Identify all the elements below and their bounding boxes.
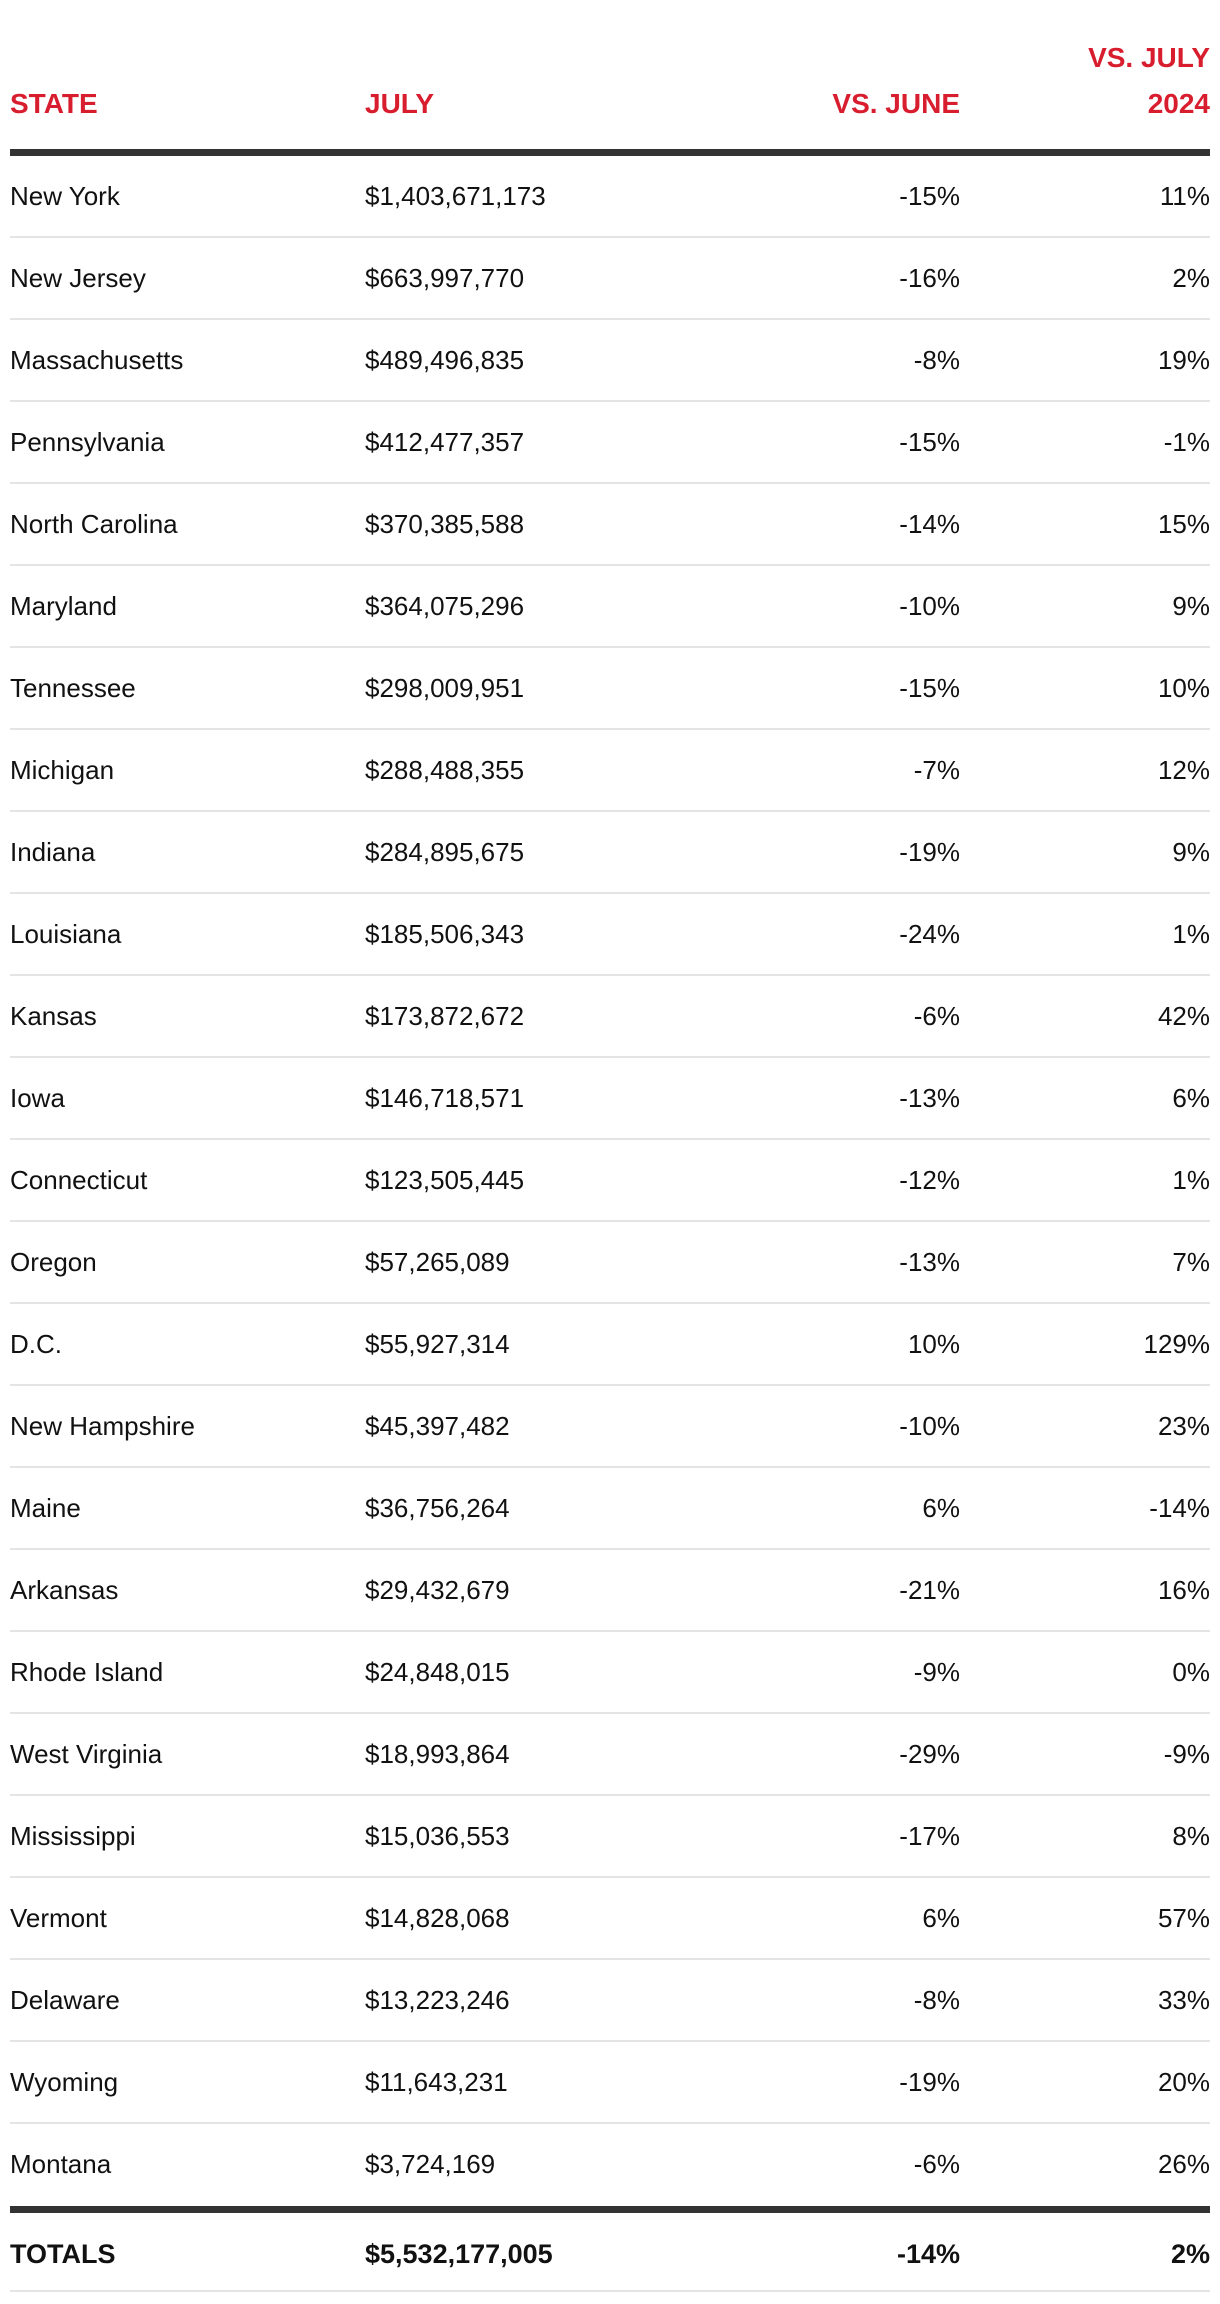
cell-state: West Virginia xyxy=(10,1739,163,1769)
cell-state: New Hampshire xyxy=(10,1411,195,1441)
table-row xyxy=(10,320,1210,402)
cell-vs-july-2024: 10% xyxy=(1157,673,1210,703)
cell-vs-july-2024: 8% xyxy=(1172,1821,1210,1851)
cell-vs-june: -15% xyxy=(899,181,960,211)
table-row xyxy=(10,1386,1210,1468)
cell-vs-june: -13% xyxy=(899,1247,960,1277)
cell-vs-june: -19% xyxy=(899,837,960,867)
cell-vs-june: 10% xyxy=(907,1329,960,1359)
cell-state: Massachusetts xyxy=(10,345,184,375)
table-row xyxy=(10,484,1210,566)
cell-state: New York xyxy=(10,181,120,211)
cell-state: Delaware xyxy=(10,1985,120,2015)
cell-july: $57,265,089 xyxy=(365,1247,510,1277)
table-row xyxy=(10,730,1210,812)
cell-vs-june: 6% xyxy=(922,1493,960,1523)
cell-vs-june: -12% xyxy=(899,1165,960,1195)
cell-state: Montana xyxy=(10,2149,112,2179)
cell-vs-june: -10% xyxy=(899,591,960,621)
table-row xyxy=(10,1632,1210,1714)
cell-july: $123,505,445 xyxy=(365,1165,525,1195)
cell-july: $173,872,672 xyxy=(365,1001,525,1031)
cell-july: $370,385,588 xyxy=(365,509,525,539)
table-row xyxy=(10,1140,1210,1222)
table-row xyxy=(10,1468,1210,1550)
cell-vs-july-2024: 1% xyxy=(1172,919,1210,949)
cell-vs-june: -6% xyxy=(913,2149,960,2179)
cell-vs-july-2024: 1% xyxy=(1172,1165,1210,1195)
table-row xyxy=(10,1960,1210,2042)
cell-vs-june: -16% xyxy=(899,263,960,293)
cell-vs-july-2024: 129% xyxy=(1143,1329,1210,1359)
cell-vs-june: -24% xyxy=(899,919,960,949)
totals-vs-june-value: -14% xyxy=(896,2239,960,2269)
cell-vs-june: -14% xyxy=(899,509,960,539)
table-row xyxy=(10,2124,1210,2206)
cell-july: $14,828,068 xyxy=(365,1903,510,1933)
cell-vs-june: -10% xyxy=(899,1411,960,1441)
cell-state: Arkansas xyxy=(10,1575,119,1605)
column-header-vs-june-text: VS. JUNE xyxy=(832,88,960,119)
cell-state: New Jersey xyxy=(10,263,146,293)
cell-vs-july-2024: 57% xyxy=(1157,1903,1210,1933)
table-row xyxy=(10,238,1210,320)
cell-july: $36,756,264 xyxy=(365,1493,510,1523)
cell-state: Pennsylvania xyxy=(10,427,165,457)
cell-july: $3,724,169 xyxy=(365,2149,496,2179)
table-header xyxy=(10,0,1210,156)
cell-vs-july-2024: 6% xyxy=(1172,1083,1210,1113)
cell-state: Mississippi xyxy=(10,1821,136,1851)
cell-vs-july-2024: -1% xyxy=(1163,427,1210,457)
cell-july: $24,848,015 xyxy=(365,1657,510,1687)
cell-vs-june: -15% xyxy=(899,673,960,703)
cell-vs-july-2024: 11% xyxy=(1159,181,1210,211)
cell-vs-july-2024: 19% xyxy=(1157,345,1210,375)
cell-vs-june: -9% xyxy=(913,1657,960,1687)
cell-state: D.C. xyxy=(10,1329,62,1359)
column-header-july-text: JULY xyxy=(365,88,435,119)
cell-state: Michigan xyxy=(10,755,115,785)
cell-vs-june: -6% xyxy=(913,1001,960,1031)
cell-state: Rhode Island xyxy=(10,1657,164,1687)
table-row xyxy=(10,894,1210,976)
table-row xyxy=(10,1796,1210,1878)
cell-vs-june: -19% xyxy=(899,2067,960,2097)
cell-july: $15,036,553 xyxy=(365,1821,510,1851)
cell-state: Oregon xyxy=(10,1247,97,1277)
table-row xyxy=(10,1550,1210,1632)
cell-july: $1,403,671,173 xyxy=(365,181,546,211)
column-header-july xyxy=(365,81,434,127)
cell-vs-july-2024: 0% xyxy=(1172,1657,1210,1687)
cell-vs-july-2024: -9% xyxy=(1163,1739,1210,1769)
cell-vs-july-2024: 20% xyxy=(1157,2067,1210,2097)
cell-july: $18,993,864 xyxy=(365,1739,510,1769)
cell-vs-june: -8% xyxy=(913,1985,960,2015)
cell-july: $55,927,314 xyxy=(365,1329,510,1359)
column-header-vs-july-2024-line-2: 2024 xyxy=(1147,88,1210,119)
cell-state: Kansas xyxy=(10,1001,97,1031)
cell-july: $412,477,357 xyxy=(365,427,525,457)
totals-label: TOTALS xyxy=(10,2239,116,2269)
cell-july: $663,997,770 xyxy=(365,263,525,293)
cell-state: Maryland xyxy=(10,591,117,621)
cell-vs-july-2024: 9% xyxy=(1172,837,1210,867)
cell-vs-july-2024: 9% xyxy=(1172,591,1210,621)
cell-july: $146,718,571 xyxy=(365,1083,525,1113)
column-header-vs-july-2024 xyxy=(1088,35,1210,127)
cell-july: $298,009,951 xyxy=(365,673,525,703)
table-row xyxy=(10,648,1210,730)
table-row xyxy=(10,156,1210,238)
cell-vs-july-2024: 23% xyxy=(1157,1411,1210,1441)
cell-july: $13,223,246 xyxy=(365,1985,510,2015)
cell-july: $364,075,296 xyxy=(365,591,525,621)
cell-state: Wyoming xyxy=(10,2067,119,2097)
column-header-state xyxy=(10,81,98,127)
cell-vs-june: -15% xyxy=(899,427,960,457)
cell-state: Maine xyxy=(10,1493,81,1523)
cell-state: Connecticut xyxy=(10,1165,148,1195)
totals-july-value: $5,532,177,005 xyxy=(365,2239,553,2269)
table-body xyxy=(10,156,1210,2206)
cell-july: $29,432,679 xyxy=(365,1575,510,1605)
cell-vs-july-2024: 15% xyxy=(1157,509,1210,539)
table-row xyxy=(10,1222,1210,1304)
cell-vs-july-2024: 26% xyxy=(1157,2149,1210,2179)
cell-vs-june: -29% xyxy=(899,1739,960,1769)
table-row xyxy=(10,1878,1210,1960)
column-header-vs-june xyxy=(832,81,960,127)
table-row xyxy=(10,1304,1210,1386)
cell-july: $284,895,675 xyxy=(365,837,525,867)
cell-july: $45,397,482 xyxy=(365,1411,510,1441)
cell-vs-june: -21% xyxy=(899,1575,960,1605)
cell-july: $185,506,343 xyxy=(365,919,525,949)
cell-state: Indiana xyxy=(10,837,96,867)
cell-vs-july-2024: 7% xyxy=(1172,1247,1210,1277)
table-row xyxy=(10,1058,1210,1140)
cell-vs-june: -7% xyxy=(913,755,960,785)
cell-july: $11,643,231 xyxy=(365,2067,508,2097)
cell-vs-july-2024: -14% xyxy=(1149,1493,1210,1523)
cell-state: Tennessee xyxy=(10,673,136,703)
totals-vs-july-2024-value: 2% xyxy=(1170,2239,1210,2269)
column-header-vs-july-2024-line-1: VS. JULY xyxy=(1088,42,1210,73)
table-row xyxy=(10,976,1210,1058)
cell-vs-june: -8% xyxy=(913,345,960,375)
cell-vs-june: -13% xyxy=(899,1083,960,1113)
cell-vs-july-2024: 12% xyxy=(1157,755,1210,785)
table-row xyxy=(10,812,1210,894)
cell-vs-july-2024: 2% xyxy=(1172,263,1210,293)
table-row xyxy=(10,402,1210,484)
cell-vs-july-2024: 16% xyxy=(1157,1575,1210,1605)
table-row xyxy=(10,566,1210,648)
table-row xyxy=(10,1714,1210,1796)
cell-vs-july-2024: 42% xyxy=(1157,1001,1210,1031)
cell-july: $288,488,355 xyxy=(365,755,525,785)
cell-state: Vermont xyxy=(10,1903,107,1933)
column-header-state-text: STATE xyxy=(10,88,98,119)
cell-state: Iowa xyxy=(10,1083,65,1113)
table-row xyxy=(10,2042,1210,2124)
cell-vs-july-2024: 33% xyxy=(1157,1985,1210,2015)
totals-row xyxy=(10,2206,1210,2292)
cell-july: $489,496,835 xyxy=(365,345,525,375)
cell-state: Louisiana xyxy=(10,919,122,949)
state-revenue-table xyxy=(10,0,1210,2292)
cell-vs-june: -17% xyxy=(899,1821,960,1851)
cell-vs-june: 6% xyxy=(922,1903,960,1933)
cell-state: North Carolina xyxy=(10,509,178,539)
